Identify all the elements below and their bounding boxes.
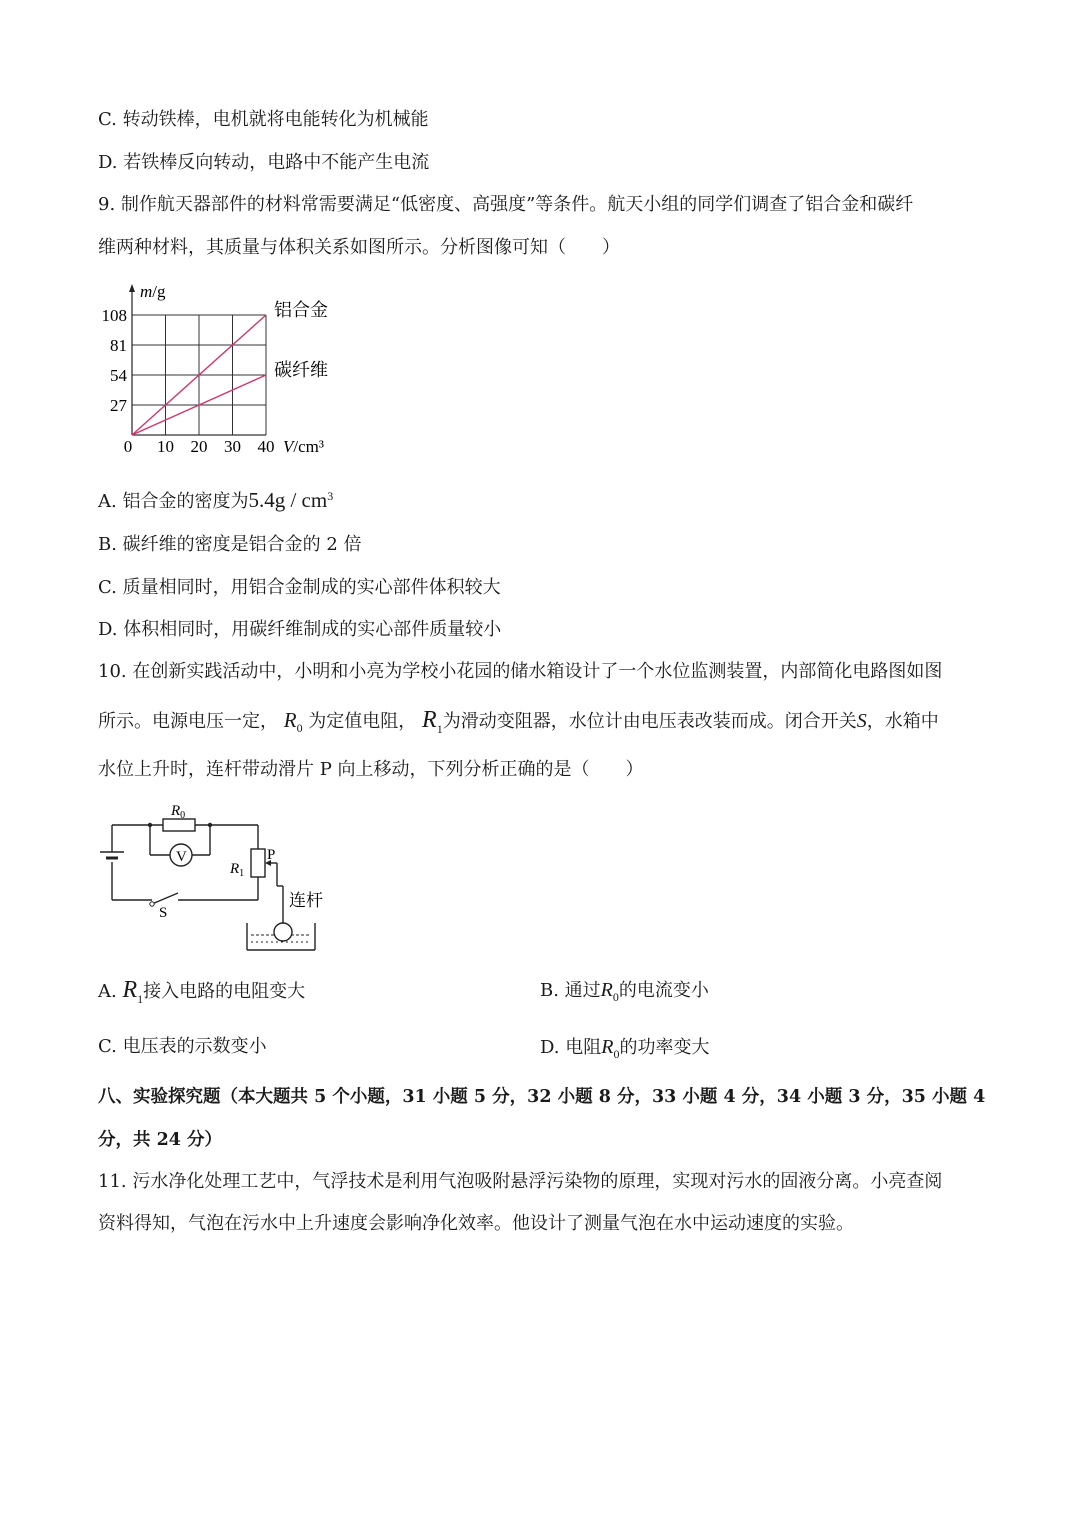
q9-stem-line1: 9. 制作航天器部件的材料常需要满足“低密度、高强度”等条件。航天小组的同学们调查了铝合金和碳纤: [98, 194, 914, 215]
q9-option-c: C. 质量相同时，用铝合金制成的实心部件体积较大: [98, 577, 501, 598]
q9-option-d: D. 体积相同时，用碳纤维制成的实心部件质量较小: [98, 619, 502, 640]
q10-option-a-r1: $R_1$: [122, 977, 144, 1006]
section-8-heading-line2: 分，共 24 分）: [98, 1130, 223, 1150]
circuit-r1-label: $R_1$: [230, 861, 245, 879]
q10-option-d-r0: $R_0$: [601, 1036, 620, 1061]
circuit-r0-label: $R_0$: [171, 803, 186, 821]
q8-option-d: D. 若铁棒反向转动，电路中不能产生电流: [98, 152, 430, 173]
q10-option-b-text: 的电流变小: [618, 980, 709, 1001]
x-tick-label: 10: [157, 437, 174, 456]
chart-axes: [129, 284, 135, 435]
x-tick-label: 40: [257, 437, 275, 456]
circuit-diagram: [96, 795, 331, 960]
r0-symbol: $R_0$: [283, 708, 303, 736]
y-tick-label: 27: [110, 396, 127, 415]
q10-option-d-prefix: D. 电阻: [540, 1037, 602, 1058]
x-axis-label: V/cm³: [283, 437, 324, 456]
q10-stem-text-a: 所示。电源电压一定，: [98, 711, 278, 732]
q10-stem-text-c: 为滑动变阻器，水位计由电压表改装而成。闭合开关: [442, 711, 857, 732]
q10-option-d: [540, 1035, 709, 1066]
q11-line1: 11. 污水净化处理工艺中，气浮技术是利用气泡吸附悬浮污染物的原理，实现对污水的固液分离。小亮查阅: [98, 1171, 943, 1192]
slider-p-label: P: [267, 847, 276, 863]
q9-option-b: B. 碳纤维的密度是铝合金的 2 倍: [98, 534, 362, 555]
q10-option-a-text: 接入电路的电阻变大: [143, 981, 306, 1002]
switch-s-label: S: [159, 905, 168, 921]
q10-option-b: [540, 978, 709, 1009]
q10-option-c: C. 电压表的示数变小: [98, 1036, 267, 1057]
y-tick-label: 108: [101, 306, 127, 325]
q9-option-a-prefix: A. 铝合金的密度为: [98, 491, 249, 512]
section-8-heading-line1: 八、实验探究题（本大题共 5 个小题，31 小题 5 分，32 小题 8 分，33 小题 4 分，34 小题 3 分，35 小题 4: [98, 1087, 986, 1107]
series-label-0: 铝合金: [274, 300, 328, 320]
q9-option-a-value: 5.4g / cm: [248, 488, 328, 512]
q10-option-a-prefix: A.: [98, 981, 117, 1002]
x-tick-label: 30: [224, 437, 241, 456]
q9-stem-line2: 维两种材料，其质量与体积关系如图所示。分析图像可知（ ）: [98, 237, 620, 258]
y-tick-label: 81: [110, 336, 127, 355]
q10-stem-line1: 10. 在创新实践活动中，小明和小亮为学校小花园的储水箱设计了一个水位监测装置，内部简化电路图如图: [98, 661, 943, 682]
q11-line2: 资料得知，气泡在污水中上升速度会影响净化效率。他设计了测量气泡在水中运动速度的实验。: [98, 1213, 854, 1234]
switch-symbol: S: [856, 710, 867, 732]
y-axis-label: m/g: [140, 282, 166, 301]
q10-option-b-prefix: B. 通过: [540, 980, 601, 1001]
q10-option-d-text: 的功率变大: [619, 1037, 710, 1058]
q10-stem-text-d: ，水箱中: [866, 711, 939, 732]
rod-label: 连杆: [289, 891, 323, 910]
q10-option-a: [98, 978, 305, 1011]
q10-stem-line3: 水位上升时，连杆带动滑片 P 向上移动，下列分析正确的是（ ）: [98, 759, 644, 780]
voltmeter-label: V: [176, 849, 187, 865]
x-tick-label: 0: [123, 437, 133, 456]
series-label-1: 碳纤维: [274, 360, 328, 380]
q9-option-a-sup: 3: [327, 489, 334, 503]
mass-volume-chart: [90, 278, 350, 468]
q10-option-b-r0: $R_0$: [600, 979, 619, 1004]
x-tick-label: 20: [190, 437, 208, 456]
q8-option-c: C. 转动铁棒，电机就将电能转化为机械能: [98, 109, 429, 130]
r1-symbol: $R_1$: [422, 707, 443, 736]
q10-stem-text-b: 为定值电阻，: [308, 711, 417, 732]
y-tick-label: 54: [110, 366, 127, 385]
q10-stem-line2: [98, 708, 939, 741]
chart-series: [132, 300, 328, 435]
q9-option-a: [98, 484, 333, 514]
